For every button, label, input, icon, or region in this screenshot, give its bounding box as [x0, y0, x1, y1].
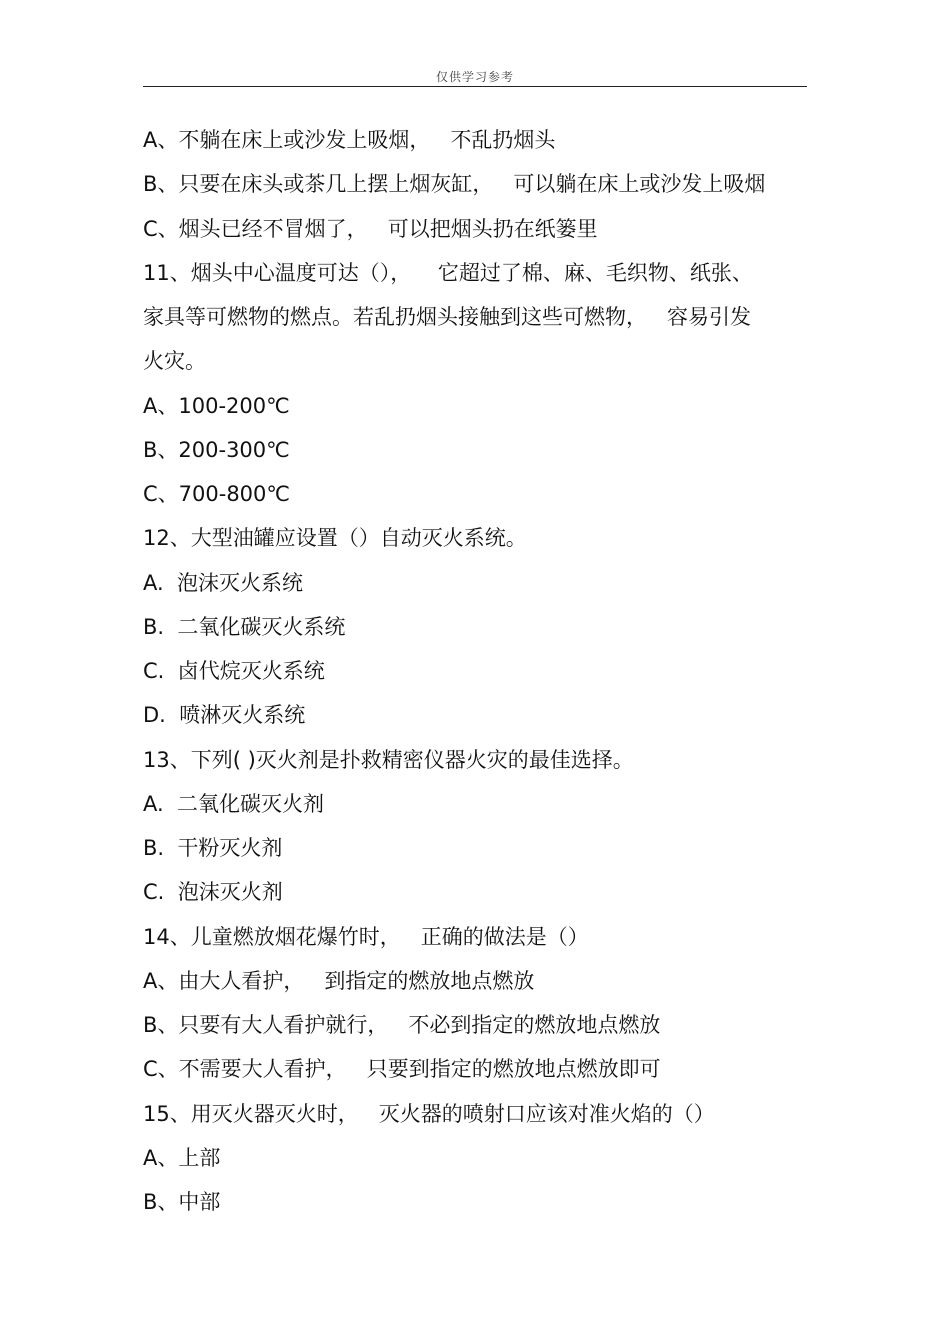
option-line: D. 喷淋灭火系统	[143, 703, 306, 728]
question-15: 15、用灭火器灭火时， 灭火器的喷射口应该对准火焰的（）	[143, 1101, 715, 1126]
document-body	[143, 118, 813, 1224]
option-line: A、由大人看护， 到指定的燃放地点燃放	[143, 968, 535, 993]
option-line: A、上部	[143, 1145, 221, 1170]
option-line: A、100-200℃	[143, 393, 290, 418]
text-line: 家具等可燃物的燃点。若乱扔烟头接触到这些可燃物， 容易引发	[143, 305, 752, 329]
option-line: A. 泡沫灭火系统	[143, 570, 304, 595]
option-line: C、700-800℃	[143, 482, 290, 506]
text-line: 火灾。	[143, 349, 206, 374]
text-line: A、不躺在床上或沙发上吸烟， 不乱扔烟头	[143, 128, 556, 152]
option-line: C. 卤代烷灭火系统	[143, 659, 325, 683]
question-12: 12、大型油罐应设置（）自动灭火系统。	[143, 526, 527, 551]
option-line: C、不需要大人看护， 只要到指定的燃放地点燃放即可	[143, 1057, 661, 1082]
option-line: B. 干粉灭火剂	[143, 836, 283, 860]
option-line: B、只要有大人看护就行， 不必到指定的燃放地点燃放	[143, 1013, 661, 1037]
question-11: 11、烟头中心温度可达（）， 它超过了棉、麻、毛织物、纸张、	[143, 260, 753, 285]
option-line: A. 二氧化碳灭火剂	[143, 791, 325, 816]
text-line: B、只要在床头或茶几上摆上烟灰缸， 可以躺在床上或沙发上吸烟	[143, 172, 766, 197]
option-line: C. 泡沫灭火剂	[143, 880, 283, 905]
option-line: B、中部	[143, 1190, 221, 1214]
page-header	[143, 66, 807, 87]
header-text: 仅供学习参考	[435, 70, 514, 84]
question-14: 14、儿童燃放烟花爆竹时， 正确的做法是（）	[143, 924, 589, 949]
option-line: B、200-300℃	[143, 437, 290, 462]
question-13: 13、下列( )灭火剂是扑救精密仪器火灾的最佳选择。	[143, 747, 634, 772]
text-line: C、烟头已经不冒烟了， 可以把烟头扔在纸篓里	[143, 216, 598, 241]
option-line: B. 二氧化碳灭火系统	[143, 614, 346, 639]
